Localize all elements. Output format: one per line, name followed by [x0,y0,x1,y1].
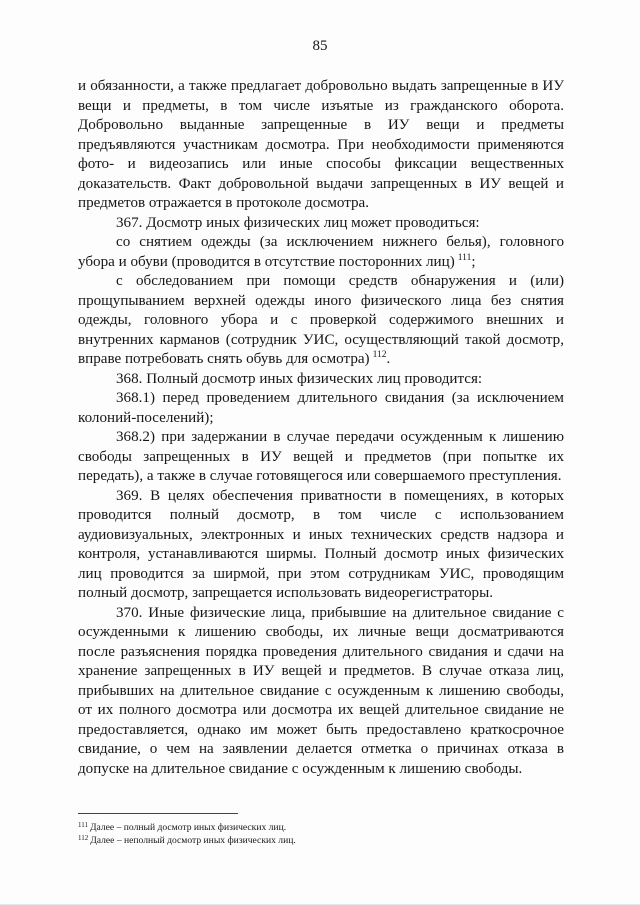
paragraph-text: 369. В целях обеспечения приватности в помещениях, в которых проводится полный досмотр, в том числе с использованием аудиовизуальных, электронных и иных технических средств надзора и контроля, устанавливаются ширмы. Полный досмотр иных физических лиц проводится за ширмой, при этом сотрудникам УИС, проводящим полный досмотр, запрещается использовать видеорегистраторы. [78,487,564,601]
paragraph-text: и обязанности, а также предлагает добровольно выдать запрещенные в ИУ вещи и предметы, в том числе изъятые из гражданского оборота. Добровольно выданные запрещенные в ИУ вещи и предметы предъявляются участникам досмотра. При необходимости применяются фото- и видеозапись или иные способы фиксации вещественных доказательств. Факт добровольной выдачи запрещенных в ИУ вещей и предметов отражается в протоколе досмотра. [78,78,564,211]
footnote-divider [78,813,238,814]
paragraph-text: 368.2) при задержании в случае передачи осужденным к лишению свободы запрещенных в ИУ вещей и предметов (при попытке их передать), а также в случае готовящегося или совершаемого преступления. [78,429,564,484]
footnote-text: Далее – полный досмотр иных физических лиц. [89,822,287,833]
footnote-ref-111: 111 [457,252,472,263]
paragraph-text: со снятием одежды (за исключением нижнего белья), головного убора и обуви (проводится в отсутствие посторонних лиц) [78,234,564,270]
paragraph-text: 370. Иные физические лица, прибывшие на длительное свидание с осужденными к лишению свободы, их личные вещи досматриваются после разъяснения порядка проведения длительного свидания и сдачи на хранение запрещенных в ИУ вещей и предметов. В случае отказа лиц, прибывших на длительное свидание с осужденным к лишению свободы, от их полного досмотра или досмотра их вещей длительное свидание не предоставляется, однако им может быть предоставлено краткосрочное свидание, о чем на заявлении делается отметка о причинах отказа в допуске на длительное свидание с осужденным к лишению свободы. [78,604,564,777]
paragraph-370 [78,604,564,780]
paragraph-367 [78,214,564,234]
footnote-ref-112: 112 [372,350,387,360]
paragraph-intro [78,77,564,214]
footnote-111 [78,821,564,834]
paragraph-367-full-search [78,233,564,272]
footnote-text: Далее – неполный досмотр иных физических лиц. [90,835,296,846]
paragraph-368-1 [78,389,564,428]
paragraph-text: 368. Полный досмотр иных физических лиц проводится: [116,370,483,387]
footnote-number: 112 [78,834,89,842]
page-number: 85 [312,38,328,54]
paragraph-368 [78,370,564,390]
paragraph-text: 368.1) перед проведением длительного свидания (за исключением колоний-поселений); [78,390,564,426]
paragraph-end-punct: ; [471,253,476,270]
paragraph-text: 367. Досмотр иных физических лиц может проводиться: [116,214,480,231]
paragraph-369 [78,487,564,604]
document-body [78,77,564,779]
paragraph-end-punct: . [386,351,391,367]
paragraph-text: с обследованием при помощи средств обнаружения и (или) прощупыванием верхней одежды иного физического лица без снятия одежды, головного убора и с проверкой содержимого внешних и внутренних карманов (сотрудник УИС, осуществляющий такой досмотр, вправе потребовать снять обувь для осмотра) [78,273,564,367]
footnote-112 [78,834,564,847]
footnote-number: 111 [78,821,88,829]
paragraph-368-2 [78,428,564,487]
paragraph-367-partial-search [78,272,564,370]
footnotes [78,821,564,847]
